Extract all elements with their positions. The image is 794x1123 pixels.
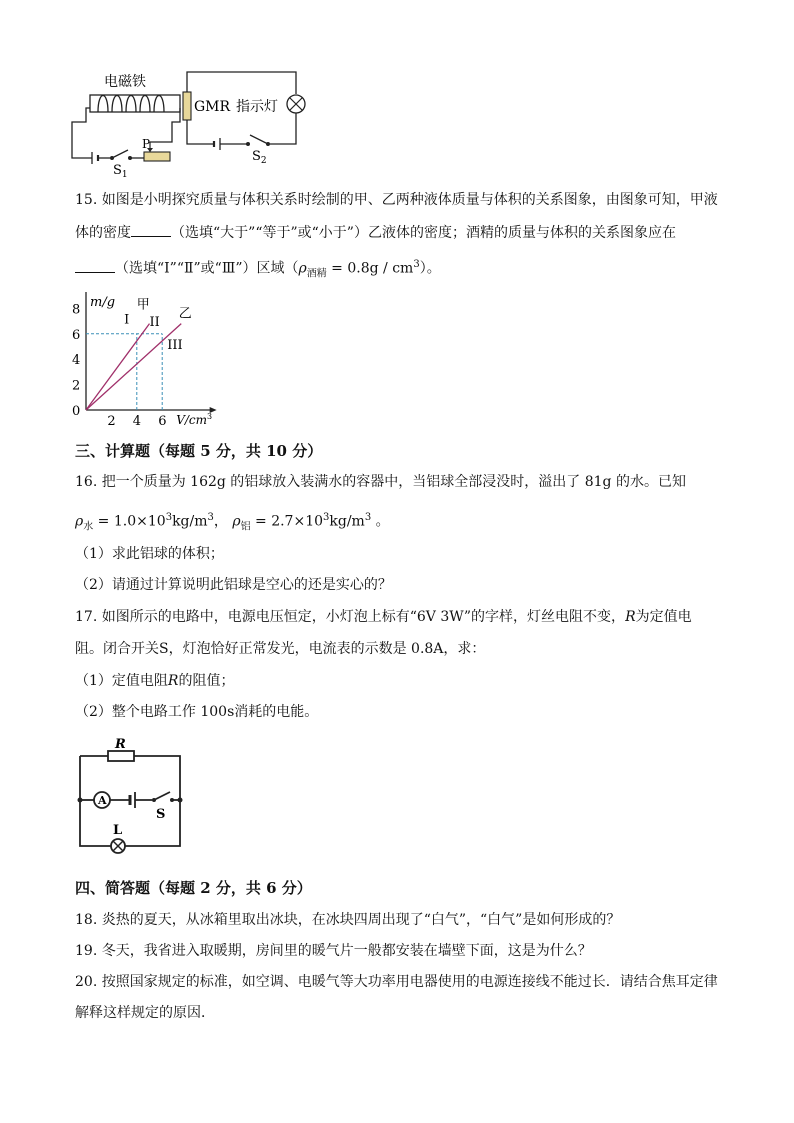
- q17-line2: 阻。闭合开关S，灯泡恰好正常发光，电流表的示数是 0.8A，求：: [75, 641, 486, 657]
- q15-line1: 15. 如图是小明探究质量与体积关系时绘制的甲、乙两种液体质量与体积的关系图象，由图象可知，甲液: [75, 192, 718, 208]
- q20-line1: 20. 按照国家规定的标准，如空调、电暖气等大功率用电器使用的电源连接线不能过长．请结合焦耳定律: [75, 974, 718, 990]
- q18-text: 18. 炎热的夏天，从冰箱里取出冰块，在冰块四周出现了“白气”，“白气”是如何形成的？: [75, 912, 621, 928]
- region-label-3: III: [167, 338, 183, 354]
- q17-circuit-diagram: [70, 734, 190, 858]
- q16-line1: 16. 把一个质量为 162g 的铝球放入装满水的容器中，当铝球全部浸没时，溢出了 81g 的水。已知: [75, 474, 686, 490]
- region-label-2: II: [149, 315, 160, 331]
- x-tick-label: 4: [132, 414, 142, 429]
- q19-text: 19. 冬天，我省进入取暖期，房间里的暖气片一般都安装在墙壁下面，这是为什么？: [75, 943, 592, 959]
- series-line-jia: [86, 324, 150, 410]
- y-axis-label: m/g: [90, 295, 116, 310]
- mass-volume-chart: [60, 292, 240, 432]
- region-label-1: I: [124, 312, 130, 328]
- origin-label: 0: [72, 404, 81, 419]
- p-label: P: [142, 137, 151, 151]
- s2-label: $S_2$: [252, 149, 267, 166]
- ammeter-label: A: [98, 794, 107, 807]
- section-3-title: 三、计算题（每题 5 分，共 10 分）: [75, 442, 323, 460]
- q17-sub1: （1）定值电阻R的阻值；: [75, 673, 235, 689]
- lamp-label: 指示灯: [236, 99, 278, 115]
- l-label: L: [113, 823, 123, 838]
- series-label-jia: 甲: [136, 297, 150, 313]
- q17-line1: 17. 如图所示的电路中，电源电压恒定，小灯泡上标有“6V 3W”的字样，灯丝电阻不变，R为定值电: [75, 609, 692, 625]
- q15-line2: 体的密度 （选填“大于”“等于”或“小于”）乙液体的密度；酒精的质量与体积的关系图象应在: [75, 222, 676, 243]
- section-4-title: 四、简答题（每题 2 分，共 6 分）: [75, 879, 312, 897]
- x-axis-label: $V/cm^3$: [176, 412, 213, 427]
- s1-label: $S_1$: [113, 163, 128, 180]
- q15-blank2[interactable]: [75, 258, 115, 273]
- s-label: S: [156, 807, 166, 822]
- q15-line3: （选填“Ⅰ”“Ⅱ”或“Ⅲ”）区域$(\rho_{酒精} = 0.8g / cm^3)$。: [75, 255, 441, 284]
- y-tick-label: 4: [72, 353, 81, 369]
- y-tick-label: 6: [72, 327, 81, 343]
- electromagnet-label: 电磁铁: [104, 74, 146, 90]
- q20-line2: 解释这样规定的原因．: [75, 1005, 215, 1021]
- gmr-circuit-diagram: [60, 64, 320, 180]
- y-tick-label: 8: [72, 302, 81, 318]
- x-tick-label: 6: [158, 414, 167, 429]
- r-label: R: [115, 737, 126, 752]
- gmr-label: GMR: [194, 99, 231, 115]
- series-line-yi: [86, 324, 181, 410]
- q16-formula: $\rho_水 = 1.0\times 10^3kg/m^3$， $\rho_铝 = 2.7\times 10^3kg/m^3$ 。: [75, 512, 390, 533]
- series-label-yi: 乙: [178, 306, 192, 322]
- q15-blank1[interactable]: [131, 222, 171, 237]
- x-tick-label: 2: [107, 414, 116, 429]
- y-tick-label: 2: [72, 378, 81, 394]
- q16-sub2: （2）请通过计算说明此铝球是空心的还是实心的？: [75, 577, 392, 593]
- q16-sub1: （1）求此铝球的体积；: [75, 546, 224, 562]
- q17-sub2: （2）整个电路工作 100s消耗的电能。: [75, 704, 319, 720]
